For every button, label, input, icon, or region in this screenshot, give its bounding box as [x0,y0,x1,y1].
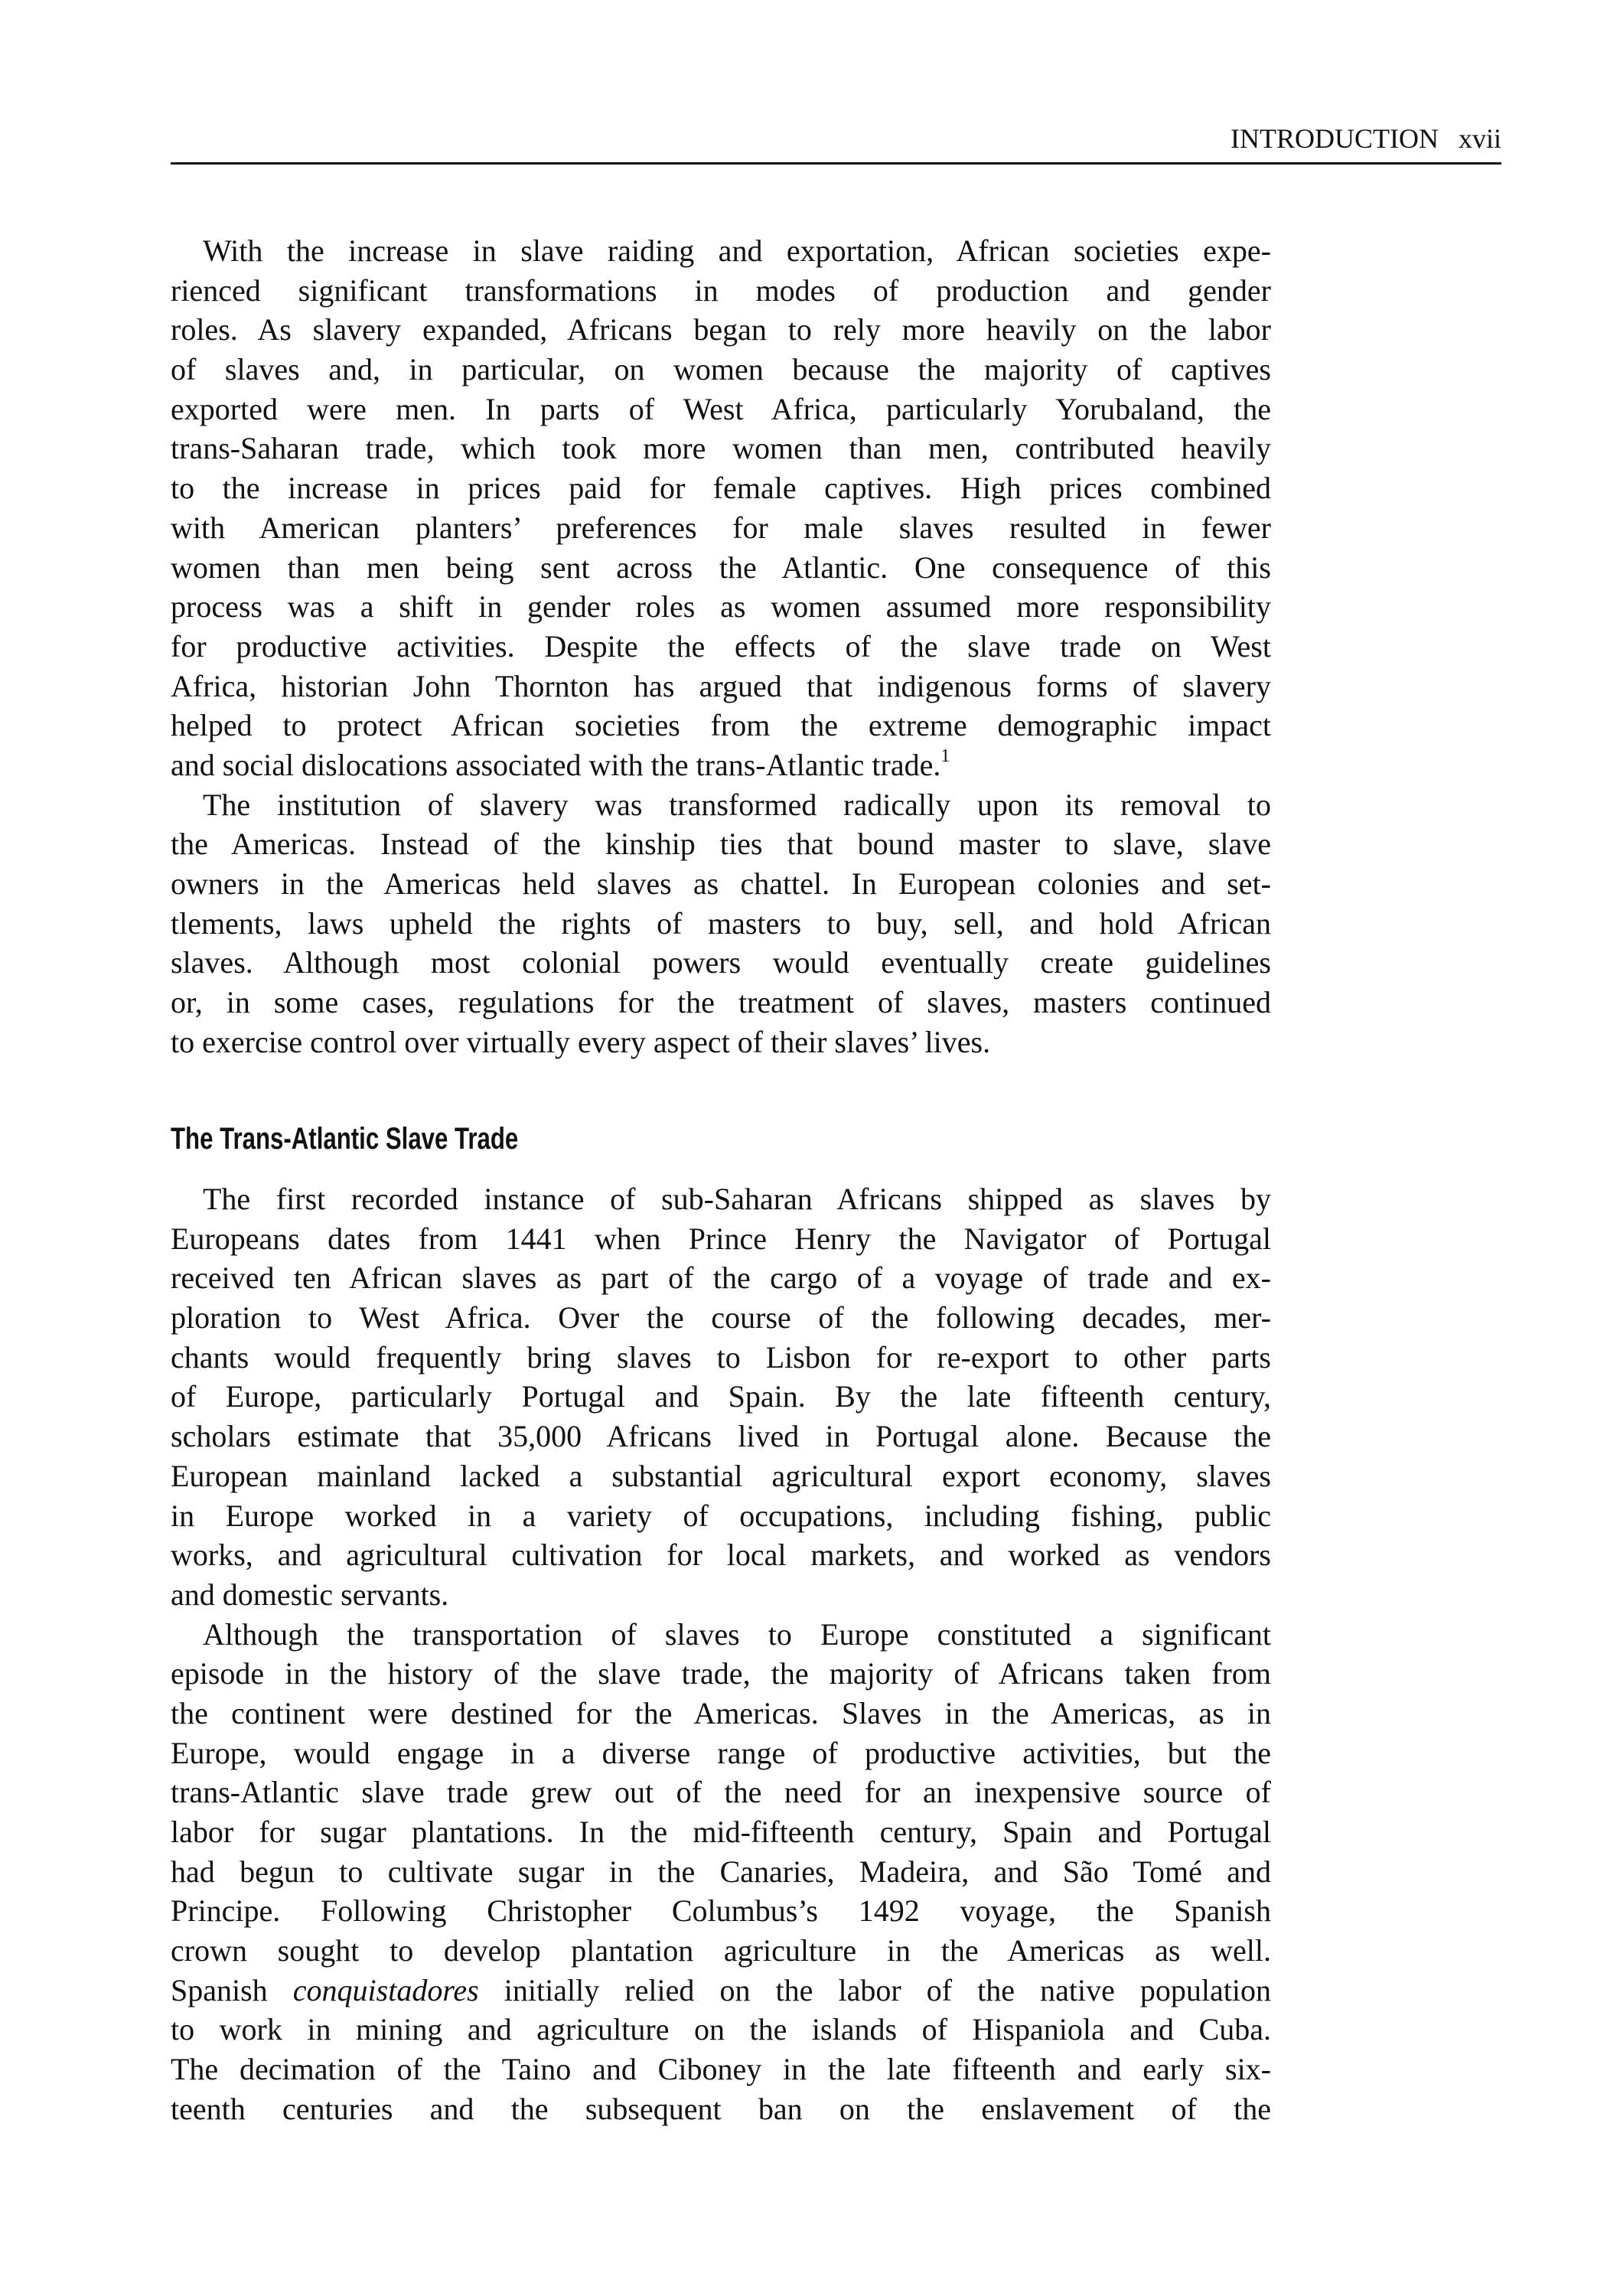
body-text-before-heading [171,231,1271,1062]
text-line: to work in mining and agriculture on the islands of Hispaniola and Cuba. [171,2012,1271,2047]
text-line: owners in the Americas held slaves as chattel. In European colonies and set- [171,866,1271,901]
text-line: and domestic servants. [171,1577,449,1612]
header-rule [171,162,1501,165]
page-number: xvii [1458,123,1501,154]
text-line: The institution of slavery was transformed radically upon its removal to [203,787,1271,822]
text-line: The decimation of the Taino and Ciboney in the late fifteenth and early six- [171,2052,1271,2087]
text-line: slaves. Although most colonial powers would eventually create guidelines [171,945,1271,980]
paragraph [171,785,1271,1062]
section-heading: The Trans-Atlantic Slave Trade [171,1122,519,1156]
text-line: rienced significant transformations in modes of production and gender [171,272,1271,308]
text-line: Europeans dates from 1441 when Prince Henry the Navigator of Portugal [171,1221,1271,1256]
text-line: the continent were destined for the Americas. Slaves in the Americas, as in [171,1695,1271,1730]
text-line: episode in the history of the slave trade, the majority of Africans taken from [171,1656,1271,1691]
text-line: Africa, historian John Thornton has argued that indigenous forms of slavery [171,668,1271,703]
running-title: INTRODUCTION [1231,123,1439,154]
text-line: scholars estimate that 35,000 Africans lived in Portugal alone. Because the [171,1419,1271,1454]
text-line: European mainland lacked a substantial agricultural export economy, slaves [171,1458,1271,1493]
text-line: ploration to West Africa. Over the course of the following decades, mer- [171,1300,1271,1336]
text-line: and social dislocations associated with the trans-Atlantic trade.$^1$ [171,745,950,782]
text-line: to the increase in prices paid for female captives. High prices combined [171,471,1271,506]
text-line: crown sought to develop plantation agriculture in the Americas as well. [171,1933,1271,1968]
text-line: The first recorded instance of sub-Saharan Africans shipped as slaves by [203,1182,1271,1216]
text-line: labor for sugar plantations. In the mid-fifteenth century, Spain and Portugal [171,1815,1271,1849]
text-line: in Europe worked in a variety of occupations, including fishing, public [171,1498,1271,1533]
text-line: the Americas. Instead of the kinship ties that bound master to slave, slave [171,827,1271,862]
footnote-marker[interactable]: 1 [940,745,950,766]
text-line: trans-Saharan trade, which took more women than men, contributed heavily [171,431,1271,466]
text-line: or, in some cases, regulations for the treatment of slaves, masters continued [171,985,1271,1020]
text-span: Spanish [171,1972,293,2007]
paragraph [171,1615,1271,2129]
text-line: roles. As slavery expanded, Africans began to rely more heavily on the labor [171,312,1271,347]
text-span: initially relied on the labor of the native population [478,1972,1271,2007]
paragraph [171,1179,1271,1615]
text-line: With the increase in slave raiding and exportation, African societies expe- [203,233,1271,268]
text-line: for productive activities. Despite the effects of the slave trade on West [171,628,1271,664]
text-line: Principe. Following Christopher Columbus’s 1492 voyage, the Spanish [171,1893,1271,1929]
text-line: had begun to cultivate sugar in the Canaries, Madeira, and São Tomé and [171,1854,1271,1889]
text-line: women than men being sent across the Atlantic. One consequence of this [171,550,1271,585]
paragraph [171,231,1271,785]
text-line: trans-Atlantic slave trade grew out of the need for an inexpensive source of [171,1775,1271,1810]
body-text-section [171,1179,1271,2129]
text-line [171,1971,1271,2011]
text-line: tlements, laws upheld the rights of masters to buy, sell, and hold African [171,905,1271,941]
text-line: process was a shift in gender roles as women assumed more responsibility [171,589,1271,625]
text-line: works, and agricultural cultivation for local markets, and worked as vendors [171,1538,1271,1573]
text-line: of slaves and, in particular, on women because the majority of captives [171,352,1271,387]
text-line: helped to protect African societies from the extreme demographic impact [171,708,1271,743]
text-line: received ten African slaves as part of the cargo of a voyage of trade and ex- [171,1261,1271,1296]
text-line: Although the transportation of slaves to Europe constituted a significant [203,1616,1271,1652]
text-line: chants would frequently bring slaves to Lisbon for re-export to other parts [171,1339,1271,1375]
text-line: to exercise control over virtually every aspect of their slaves’ lives. [171,1024,991,1059]
text-line: Europe, would engage in a diverse range of productive activities, but the [171,1735,1271,1770]
text-line: with American planters’ preferences for male slaves resulted in fewer [171,510,1271,545]
running-header [1231,122,1501,155]
text-line: teenth centuries and the subsequent ban on the enslavement of the [171,2091,1271,2126]
text-line: of Europe, particularly Portugal and Spain. By the late fifteenth century, [171,1379,1271,1414]
italic-term: conquistadores [292,1972,479,2007]
text-line: exported were men. In parts of West Africa, particularly Yorubaland, the [171,391,1271,426]
